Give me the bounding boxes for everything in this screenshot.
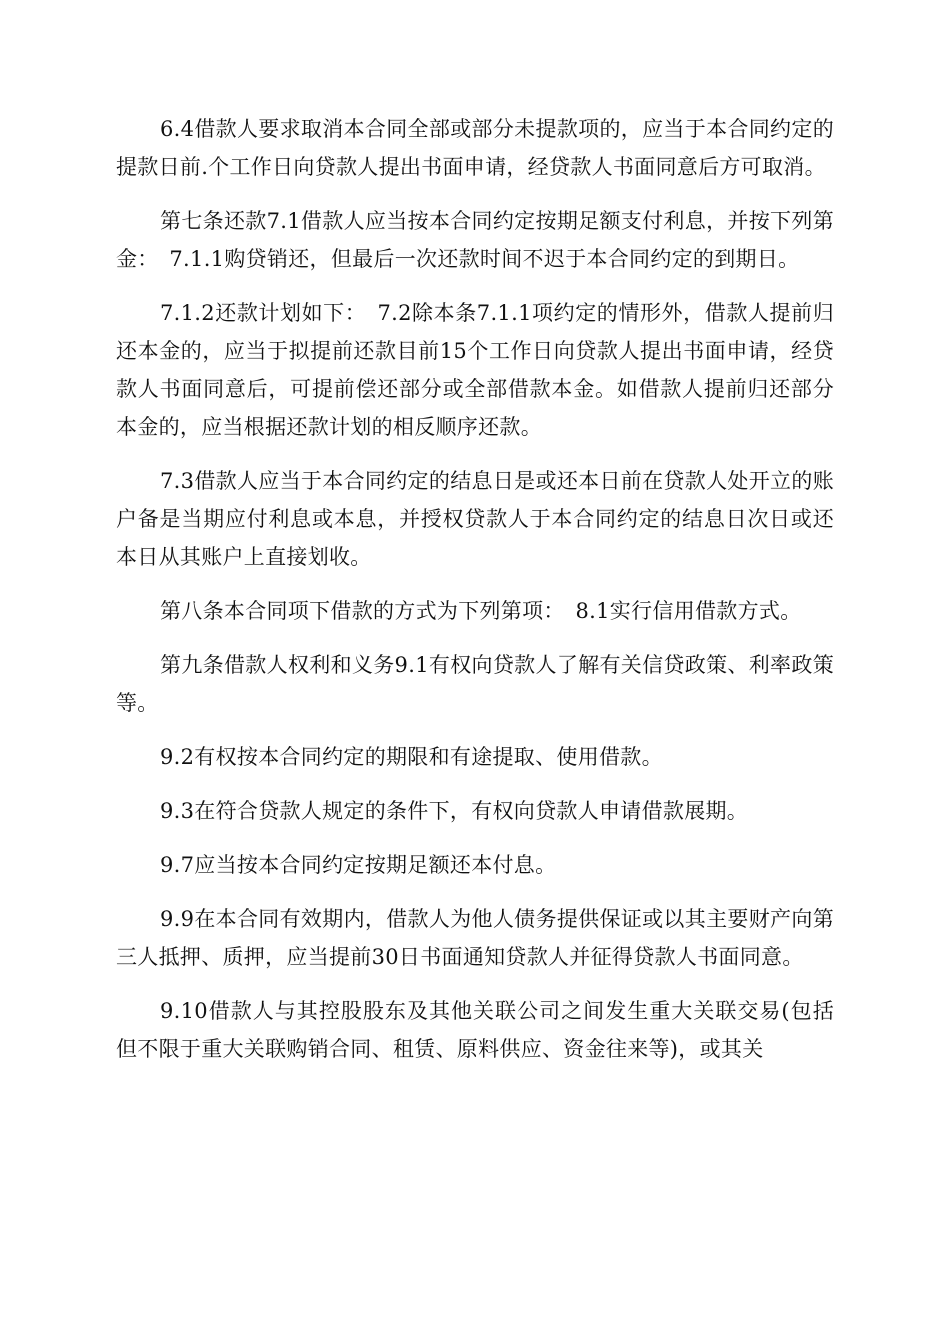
paragraph-article-8: 第八条本合同项下借款的方式为下列第项： 8.1实行信用借款方式。	[160, 599, 802, 623]
paragraph-article-9: 第九条借款人权利和义务9.1有权向贷款人了解有关信贷政策、利率政策等。	[116, 653, 834, 715]
paragraph-7-1-2: 7.1.2还款计划如下： 7.2除本条7.1.1项约定的情形外，借款人提前归还本金的，应当于拟提前还款目前15个工作日向贷款人提出书面申请，经贷款人书面同意后，可提前偿还部分或全部借款本金。如借款人提前归还部分本金的，应当根据还款计划的相反顺序还款。	[116, 301, 834, 439]
paragraph-9-10: 9.10借款人与其控股股东及其他关联公司之间发生重大关联交易(包括但不限于重大关联购销合同、租赁、原料供应、资金往来等)，或其关	[116, 999, 834, 1061]
paragraph-7-3: 7.3借款人应当于本合同约定的结息日是或还本日前在贷款人处开立的账户备是当期应付利息或本息，并授权贷款人于本合同约定的结息日次日或还本日从其账户上直接划收。	[116, 469, 834, 569]
paragraph-9-2: 9.2有权按本合同约定的期限和有途提取、使用借款。	[160, 745, 663, 769]
paragraph-article-7: 第七条还款7.1借款人应当按本合同约定按期足额支付利息，并按下列第金： 7.1.1购贷销还，但最后一次还款时间不迟于本合同约定的到期日。	[116, 209, 834, 271]
paragraph-6-4: 6.4借款人要求取消本合同全部或部分未提款项的，应当于本合同约定的提款日前.个工作日向贷款人提出书面申请，经贷款人书面同意后方可取消。	[116, 117, 834, 179]
paragraph-9-7: 9.7应当按本合同约定按期足额还本付息。	[160, 853, 557, 877]
document-body	[116, 110, 834, 1084]
paragraph-9-9: 9.9在本合同有效期内，借款人为他人债务提供保证或以其主要财产向第三人抵押、质押，应当提前30日书面通知贷款人并征得贷款人书面同意。	[116, 907, 834, 969]
paragraph-9-3: 9.3在符合贷款人规定的条件下，有权向贷款人申请借款展期。	[160, 799, 749, 823]
